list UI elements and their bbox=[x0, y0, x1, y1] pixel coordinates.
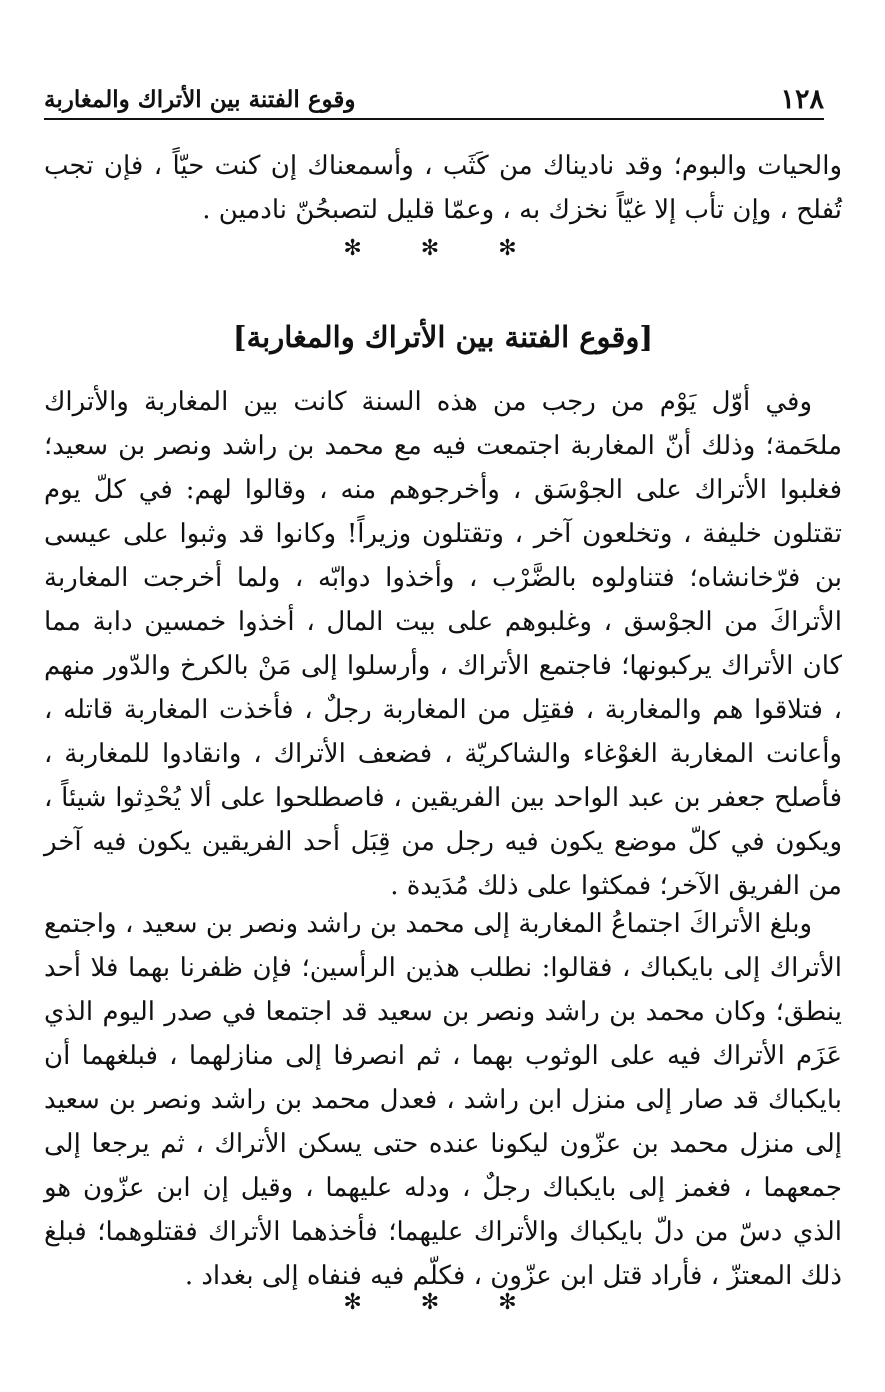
page-number: ١٢٨ bbox=[780, 84, 824, 115]
section-separator-top: ✻ ✻ ✻ bbox=[343, 236, 543, 261]
body-paragraph-2: وبلغ الأتراكَ اجتماعُ المغاربة إلى محمد بن راشد ونصر بن سعيد ، واجتمع الأتراك إلى بايكباك ، فقالوا: نطلب هذين الرأسين؛ فإن ظفرنا بهما فلا أحد ينطق؛ وكان محمد بن راشد ونصر بن سعيد قد اجتمعا في صدر اليوم الذي عَزَم الأتراك فيه على الوثوب بهما ، ثم انصرفا إلى منازلهما ، فبلغهما أن بايكباك قد صار إلى منزل ابن راشد ، فعدل محمد بن راشد ونصر بن سعيد إلى منزل محمد بن عزّون ليكونا عنده حتى يسكن الأتراك ، ثم يرجعا إلى جمعهما ، فغمز إلى بايكباك رجلٌ ، ودله عليهما ، وقيل إن ابن عزّون هو الذي دسّ من دلّ بايكباك والأتراك عليهما؛ فأخذهما الأتراك فقتلوهما؛ فبلغ ذلك المعتزّ ، فأراد قتل ابن عزّون ، فكلّم فيه فنفاه إلى بغداد . bbox=[44, 909, 842, 1291]
running-title: وقوع الفتنة بين الأتراك والمغاربة bbox=[44, 86, 356, 113]
intro-paragraph: والحيات والبوم؛ وقد ناديناك من كَثَب ، وأسمعناك إن كنت حيّاً ، فإن تجب تُفلح ، وإن تأب إلا غيّاً نخزك به ، وعمّا قليل لتصبحُنّ نادمين . bbox=[44, 151, 842, 225]
page-header bbox=[44, 78, 824, 120]
body-paragraph-1: وفي أوّل يَوْم من رجب من هذه السنة كانت بين المغاربة والأتراك ملحَمة؛ وذلك أنّ المغاربة اجتمعت فيه مع محمد بن راشد ونصر بن سعيد؛ فغلبوا الأتراك على الجوْسَق ، وأخرجوهم منه ، وقالوا لهم: في كلّ يوم تقتلون خليفة ، وتخلعون آخر ، وتقتلون وزيراً! وكانوا قد وثبوا على عيسى بن فرّخانشاه؛ فتناولوه بالضَّرْب ، وأخذوا دوابّه ، ولما أخرجت المغاربة الأتراكَ من الجوْسق ، وغلبوهم على بيت المال ، أخذوا خمسين دابة مما كان الأتراك يركبونها؛ فاجتمع الأتراك ، وأرسلوا إلى مَنْ بالكرخ والدّور منهم ، فتلاقوا هم والمغاربة ، فقتِل من المغاربة رجلٌ ، فأخذت المغاربة قاتله ، وأعانت المغاربة الغوْغاء والشاكريّة ، فضعف الأتراك ، وانقادوا للمغاربة ، فأصلح جعفر بن عبد الواحد بين الفريقين ، فاصطلحوا على ألا يُحْدِثوا شيئاً ، ويكون في كلّ موضع يكون فيه رجل من قِبَل أحد الفريقين يكون فيه آخر من الفريق الآخر؛ فمكثوا على ذلك مُدَيدة . bbox=[44, 387, 842, 901]
section-heading: [وقوع الفتنة بين الأتراك والمغاربة] bbox=[232, 320, 654, 354]
section-separator-bottom: ✻ ✻ ✻ bbox=[343, 1290, 543, 1315]
